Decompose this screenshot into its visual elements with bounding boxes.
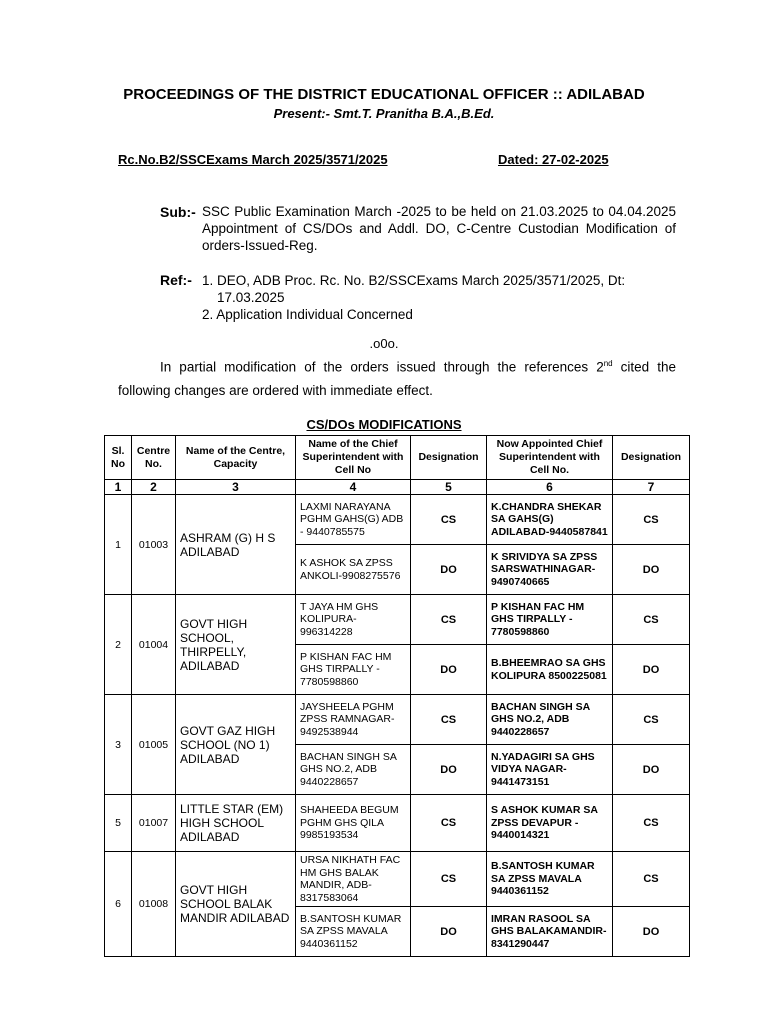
rc-number: Rc.No.B2/SSCExams March 2025/3571/2025 [118, 152, 388, 167]
column-number: 3 [176, 480, 296, 495]
new-designation-cell: CS [613, 852, 690, 907]
header-now-appointed: Now Appointed Chief Superintendent with Cell No. [487, 436, 613, 480]
order-paragraph [118, 352, 676, 402]
chief-cell: P KISHAN FAC HM GHS TIRPALLY - 7780598860 [296, 645, 411, 695]
chief-cell: K ASHOK SA ZPSS ANKOLI-9908275576 [296, 545, 411, 595]
chief-cell: LAXMI NARAYANA PGHM GAHS(G) ADB - 9440785575 [296, 495, 411, 545]
centre-name-cell: GOVT GAZ HIGH SCHOOL (NO 1) ADILABAD [176, 695, 296, 795]
sl-cell: 5 [105, 795, 132, 852]
new-chief-cell: K SRIVIDYA SA ZPSS SARSWATHINAGAR-9490740665 [487, 545, 613, 595]
new-designation-cell: DO [613, 745, 690, 795]
subject-text: SSC Public Examination March -2025 to be held on 21.03.2025 to 04.04.2025 Appointment of CS/DOs and Addl. DO, C-Centre Custodian Modification of orders-Issued-Reg. [202, 204, 676, 253]
new-designation-cell: DO [613, 645, 690, 695]
header-sl: Sl. No [105, 436, 132, 480]
centre-no-cell: 01003 [132, 495, 176, 595]
new-designation-cell: DO [613, 907, 690, 957]
column-number: 1 [105, 480, 132, 495]
present-line: Present:- Smt.T. Pranitha B.A.,B.Ed. [273, 106, 495, 121]
new-chief-cell: BACHAN SINGH SA GHS NO.2, ADB 9440228657 [487, 695, 613, 745]
reference-list [202, 272, 676, 323]
dated: Dated: 27-02-2025 [498, 152, 609, 167]
chief-cell: JAYSHEELA PGHM ZPSS RAMNAGAR-9492538944 [296, 695, 411, 745]
table-row [105, 795, 690, 852]
new-chief-cell: N.YADAGIRI SA GHS VIDYA NAGAR-9441473151 [487, 745, 613, 795]
sl-cell: 2 [105, 595, 132, 695]
table-row [105, 852, 690, 907]
designation-cell: DO [411, 907, 487, 957]
new-designation-cell: CS [613, 795, 690, 852]
new-designation-cell: CS [613, 695, 690, 745]
reference-item-1-line2: 17.03.2025 [217, 290, 285, 305]
header-designation-2: Designation [613, 436, 690, 480]
sl-cell: 3 [105, 695, 132, 795]
header-centre-no: Centre No. [132, 436, 176, 480]
designation-cell: DO [411, 645, 487, 695]
new-designation-cell: DO [613, 545, 690, 595]
chief-cell: T JAYA HM GHS KOLIPURA-996314228 [296, 595, 411, 645]
chief-cell: BACHAN SINGH SA GHS NO.2, ADB 9440228657 [296, 745, 411, 795]
new-chief-cell: IMRAN RASOOL SA GHS BALAKAMANDIR-8341290447 [487, 907, 613, 957]
table-row [105, 595, 690, 645]
new-chief-cell: S ASHOK KUMAR SA ZPSS DEVAPUR - 9440014321 [487, 795, 613, 852]
new-designation-cell: CS [613, 595, 690, 645]
document-title: PROCEEDINGS OF THE DISTRICT EDUCATIONAL OFFICER :: ADILABAD [123, 86, 645, 103]
sl-cell: 6 [105, 852, 132, 957]
paragraph-text-2: cited the following changes are ordered with immediate effect. [118, 359, 676, 398]
column-number-row [105, 480, 690, 495]
reference-item-1-line1: 1. DEO, ADB Proc. Rc. No. B2/SSCExams March 2025/3571/2025, Dt: [202, 273, 626, 288]
header-chief: Name of the Chief Superintendent with Cell No [296, 436, 411, 480]
reference-item-1 [202, 272, 676, 306]
new-chief-cell: B.BHEEMRAO SA GHS KOLIPURA 8500225081 [487, 645, 613, 695]
designation-cell: DO [411, 745, 487, 795]
new-chief-cell: B.SANTOSH KUMAR SA ZPSS MAVALA 9440361152 [487, 852, 613, 907]
column-number: 2 [132, 480, 176, 495]
paragraph-sup: nd [603, 359, 613, 368]
modifications-table [104, 435, 690, 957]
table-row [105, 495, 690, 545]
column-number: 6 [487, 480, 613, 495]
reference-label: Ref:- [160, 272, 192, 288]
sl-cell: 1 [105, 495, 132, 595]
centre-no-cell: 01008 [132, 852, 176, 957]
designation-cell: CS [411, 495, 487, 545]
designation-cell: CS [411, 795, 487, 852]
table-title: CS/DOs MODIFICATIONS [306, 417, 462, 432]
designation-cell: DO [411, 545, 487, 595]
chief-cell: SHAHEEDA BEGUM PGHM GHS QILA 9985193534 [296, 795, 411, 852]
centre-no-cell: 01004 [132, 595, 176, 695]
header-designation: Designation [411, 436, 487, 480]
paragraph-text-1: In partial modification of the orders issued through the references 2 [160, 359, 604, 375]
centre-name-cell: GOVT HIGH SCHOOL BALAK MANDIR ADILABAD [176, 852, 296, 957]
new-chief-cell: K.CHANDRA SHEKAR SA GAHS(G) ADILABAD-9440587841 [487, 495, 613, 545]
column-number: 7 [613, 480, 690, 495]
centre-no-cell: 01007 [132, 795, 176, 852]
chief-cell: B.SANTOSH KUMAR SA ZPSS MAVALA 9440361152 [296, 907, 411, 957]
centre-name-cell: GOVT HIGH SCHOOL, THIRPELLY, ADILABAD [176, 595, 296, 695]
subject-label: Sub:- [160, 204, 196, 220]
centre-name-cell: LITTLE STAR (EM) HIGH SCHOOL ADILABAD [176, 795, 296, 852]
new-designation-cell: CS [613, 495, 690, 545]
designation-cell: CS [411, 695, 487, 745]
column-number: 4 [296, 480, 411, 495]
designation-cell: CS [411, 595, 487, 645]
centre-no-cell: 01005 [132, 695, 176, 795]
separator: .o0o. [369, 336, 399, 351]
header-centre-name: Name of the Centre, Capacity [176, 436, 296, 480]
new-chief-cell: P KISHAN FAC HM GHS TIRPALLY - 7780598860 [487, 595, 613, 645]
centre-name-cell: ASHRAM (G) H S ADILABAD [176, 495, 296, 595]
reference-item-2: 2. Application Individual Concerned [202, 307, 413, 322]
table-header-row [105, 436, 690, 480]
table-row [105, 695, 690, 745]
designation-cell: CS [411, 852, 487, 907]
chief-cell: URSA NIKHATH FAC HM GHS BALAK MANDIR, ADB-8317583064 [296, 852, 411, 907]
column-number: 5 [411, 480, 487, 495]
